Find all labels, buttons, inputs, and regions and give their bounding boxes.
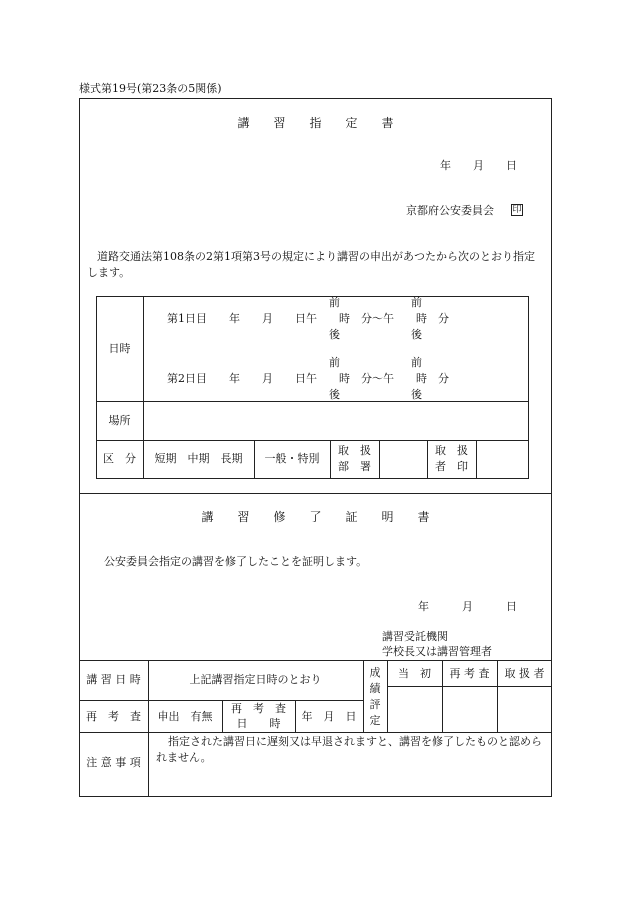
label-datetime: 日時 — [108, 342, 131, 355]
grade-char-2: 績 — [369, 682, 381, 695]
col-first: 当 初 — [398, 667, 431, 680]
label-category: 区 分 — [103, 452, 136, 465]
retest-request: 申出 有無 — [157, 710, 213, 723]
category-type: 一般・特別 — [264, 452, 320, 465]
day1-line: 第1日目 年 月 日午 時 分～午 時 分 — [167, 312, 449, 325]
day2-post-2: 後 — [411, 388, 422, 401]
issuer-seal: 印 — [512, 205, 522, 215]
day1-ante-2: 前 — [411, 296, 422, 309]
day2-post-1: 後 — [329, 388, 340, 401]
day1-ante-1: 前 — [329, 296, 340, 309]
label-session: 講 習 日 時 — [86, 673, 141, 686]
seal-label-1: 取 扱 — [435, 444, 468, 457]
col-handler: 取 扱 者 — [504, 667, 545, 680]
category-terms: 短期 中期 長期 — [154, 452, 243, 465]
issuer-name: 京都府公安委員会 — [406, 204, 494, 217]
session-value: 上記講習指定日時のとおり — [189, 673, 322, 686]
designation-title: 講 習 指 定 書 — [237, 116, 394, 130]
completion-title: 講 習 修 了 証 明 書 — [201, 510, 430, 524]
label-place: 場所 — [108, 414, 131, 427]
completion-issuer-1: 講習受託機関 — [382, 630, 448, 643]
grade-char-3: 評 — [369, 698, 381, 711]
label-retest: 再 考 査 — [86, 710, 141, 723]
col-retest: 再 考 査 — [449, 667, 490, 680]
completion-date: 年 月 日 — [418, 600, 517, 613]
day1-post-2: 後 — [411, 328, 422, 341]
retest-date-value: 年 月 日 — [301, 710, 357, 723]
form-number: 様式第19号(第23条の5関係) — [79, 82, 222, 95]
grade-char-4: 定 — [369, 714, 381, 727]
designation-body: 道路交通法第108条の2第1項第3号の規定により講習の申出があつたから次のとおり指定します。 — [87, 250, 535, 279]
dept-label-2: 部 署 — [338, 460, 371, 473]
retest-date-label-2: 日 時 — [236, 717, 281, 730]
day2-ante-1: 前 — [329, 356, 340, 369]
seal-label-2: 者 印 — [435, 460, 468, 473]
day1-post-1: 後 — [329, 328, 340, 341]
day2-line: 第2日目 年 月 日午 時 分～午 時 分 — [167, 372, 449, 385]
completion-issuer-2: 学校長又は講習管理者 — [382, 645, 492, 658]
day2-ante-2: 前 — [411, 356, 422, 369]
retest-date-label-1: 再 考 査 — [231, 702, 286, 715]
notes-text: 指定された講習日に遅刻又は早退されますと、講習を修了したものと認められません。 — [156, 735, 542, 764]
dept-label-1: 取 扱 — [338, 444, 371, 457]
label-notes: 注 意 事 項 — [86, 756, 141, 769]
completion-body: 公安委員会指定の講習を修了したことを証明します。 — [104, 555, 368, 568]
designation-date: 年 月 日 — [440, 159, 517, 172]
grade-char-1: 成 — [369, 666, 381, 679]
